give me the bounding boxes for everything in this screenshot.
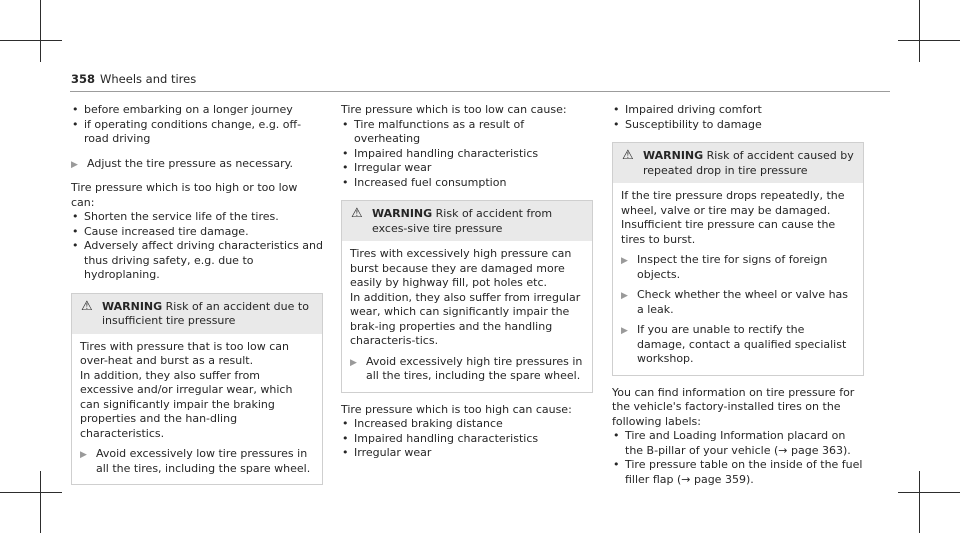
paragraph: Tire pressure which is too high can cause: <box>341 402 572 416</box>
warning-triangle-icon: ⚠ <box>351 206 363 221</box>
crop-mark <box>0 40 62 41</box>
list-item: • Adversely affect driving characteristics and thus driving safety, e.g. due to hydroplaning. <box>71 239 323 283</box>
step-arrow-icon: ▶ <box>350 357 357 368</box>
paragraph: If the tire pressure drops repeatedly, the wheel, valve or tire may be damaged. <box>621 189 845 217</box>
crop-mark <box>898 40 960 41</box>
list-item: • Increased fuel consumption <box>341 176 593 191</box>
instruction-step: ▶ Check whether the wheel or valve has a leak. <box>621 288 849 316</box>
crop-mark <box>40 0 41 62</box>
crop-mark <box>898 492 960 493</box>
paragraph: In addition, they also suffer from excessive and/or irregular wear, which can significantly impair the braking properties and the han-dling characteristics. <box>80 368 293 440</box>
step-arrow-icon: ▶ <box>621 326 628 336</box>
warning-header: ⚠ WARNING Risk of an accident due to insufficient tire pressure <box>72 294 322 334</box>
warning-header: ⚠ WARNING Risk of accident from exces-sive tire pressure <box>342 201 592 241</box>
crop-mark <box>40 471 41 533</box>
warning-triangle-icon: ⚠ <box>81 298 93 314</box>
list-item: • Shorten the service life of the tires. <box>71 210 323 225</box>
list-item: • Increased braking distance <box>341 417 593 432</box>
instruction-step: ▶ Adjust the tire pressure as necessary. <box>71 157 323 172</box>
column-2 <box>341 103 593 461</box>
list-item: • Tire and Loading Information placard on the B-pillar of your vehicle (→ page 363). <box>612 429 864 458</box>
paragraph: Tires with pressure that is too low can over-heat and burst as a result. <box>80 339 289 367</box>
list-item: • Impaired handling characteristics <box>341 432 593 447</box>
list-item: • Cause increased tire damage. <box>71 225 323 240</box>
column-1 <box>71 103 323 485</box>
paragraph: Insufficient tire pressure can cause the tires to burst. <box>621 218 836 246</box>
instruction-step: ▶ If you are unable to rectify the damage, contact a qualified specialist workshop. <box>621 323 847 365</box>
header-rule <box>70 91 890 92</box>
step-arrow-icon: ▶ <box>621 256 628 266</box>
list-item: • Impaired handling characteristics <box>341 147 593 162</box>
column-3 <box>612 103 864 487</box>
step-arrow-icon: ▶ <box>71 159 78 170</box>
list-item: • Irregular wear <box>341 161 593 176</box>
instruction-step: ▶ Avoid excessively low tire pressures in all the tires, including the spare wheel. <box>80 447 311 475</box>
step-arrow-icon: ▶ <box>80 450 87 460</box>
crop-mark <box>0 492 62 493</box>
warning-header: ⚠ WARNING Risk of accident caused by repeated drop in tire pressure <box>613 143 863 183</box>
paragraph: In addition, they also suffer from irregular wear, which can significantly impair the brak-ing properties and the handling characteris-tics. <box>350 290 581 347</box>
paragraph: Tire pressure which is too low can cause: <box>341 103 567 116</box>
paragraph: You can find information on tire pressure for the vehicle's factory-installed tires on the following labels: <box>612 385 855 428</box>
list-item: • Susceptibility to damage <box>612 118 864 133</box>
list-item: • Impaired driving comfort <box>612 103 864 118</box>
list-item: • Tire malfunctions as a result of overheating <box>341 118 593 147</box>
crop-mark <box>919 471 920 533</box>
paragraph: Tires with excessively high pressure can burst because they are damaged more easily by highway fill, pot holes etc. <box>350 247 572 289</box>
paragraph: Tire pressure which is too high or too low can: <box>71 181 298 209</box>
warning-box <box>71 293 323 486</box>
warning-box <box>612 142 864 376</box>
crop-mark <box>919 0 920 62</box>
instruction-step: ▶ Inspect the tire for signs of foreign objects. <box>621 253 828 281</box>
page-number: 358 <box>71 72 96 86</box>
warning-box <box>341 200 593 393</box>
step-arrow-icon: ▶ <box>621 291 628 301</box>
list-item: • Irregular wear <box>341 446 593 461</box>
section-title: Wheels and tires <box>100 72 197 86</box>
list-item: • if operating conditions change, e.g. off-road driving <box>71 118 323 147</box>
list-item: • Tire pressure table on the inside of the fuel filler flap (→ page 359). <box>612 458 864 487</box>
warning-triangle-icon: ⚠ <box>622 148 634 163</box>
page-header <box>71 72 196 86</box>
instruction-step: ▶ Avoid excessively high tire pressures in all the tires, including the spare wheel. <box>350 354 583 382</box>
list-item: • before embarking on a longer journey <box>71 103 323 118</box>
